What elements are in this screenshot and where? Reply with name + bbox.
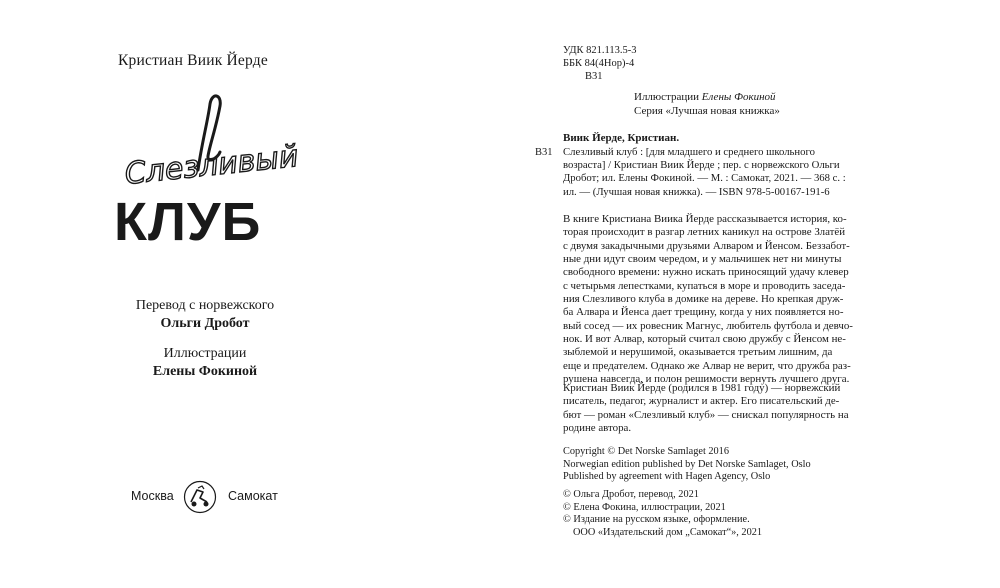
author-code: В31 bbox=[585, 71, 603, 82]
publisher-name: Самокат bbox=[228, 489, 278, 503]
series-name: Серия «Лучшая новая книжка» bbox=[634, 105, 780, 117]
rights-line: © Елена Фокина, иллюстрации, 2021 bbox=[563, 501, 726, 513]
logo-word-main: КЛУБ bbox=[114, 192, 262, 252]
annotation-line: В книге Кристиана Виика Йерде рассказывается история, ко- bbox=[563, 213, 847, 225]
annotation-line: ные дни идут своим чередом, и у мальчишек нет ни минуты bbox=[563, 253, 842, 266]
illustrations-credit-prefix: Иллюстрации bbox=[634, 91, 702, 103]
copyright-line: Published by agreement with Hagen Agency, Oslo bbox=[563, 471, 771, 483]
rights-line: ООО «Издательский дом „Самокат“», 2021 bbox=[573, 526, 763, 538]
annotation-text bbox=[563, 213, 863, 386]
copyright-line: Norwegian edition published by Det Norske Samlaget, Oslo bbox=[563, 458, 811, 470]
annotation-line: рушена навсегда, и полон решимости вернуть лучшего друга. bbox=[563, 373, 850, 386]
rights-block bbox=[563, 489, 863, 539]
rights-line: © Издание на русском языке, оформление. bbox=[563, 514, 750, 526]
illustrations-credit bbox=[634, 91, 776, 104]
translation-label: Перевод с норвежского bbox=[135, 298, 275, 313]
bio-line: писатель, педагог, журналист и актер. Его писательский де- bbox=[563, 395, 840, 408]
bio-line: Кристиан Виик Йерде (родился в 1981 году) — норвежский bbox=[563, 382, 841, 394]
author-name: Кристиан Виик Йерде bbox=[118, 52, 268, 69]
udk-code: УДК 821.113.5-3 bbox=[563, 45, 637, 56]
bibliographic-record bbox=[563, 146, 863, 199]
illustrator-name: Елены Фокиной bbox=[152, 364, 258, 379]
rights-line: © Ольга Дробот, перевод, 2021 bbox=[563, 489, 699, 500]
annotation-line: с двумя закадычными друзьями Алваром и Йенсом. Беззабот- bbox=[563, 239, 850, 252]
annotation-line: зыблемой и нерушимой, оказывается третьим лишним, да bbox=[563, 346, 833, 359]
illustrations-credit-name: Елены Фокиной bbox=[701, 91, 776, 103]
illustrations-label: Иллюстрации bbox=[163, 346, 247, 361]
bio-line: родине автора. bbox=[563, 422, 632, 435]
annotation-line: свободного времени: нужно искать приносящий удачу клевер bbox=[563, 266, 849, 279]
annotation-line: с четырьмя лепестками, купаться в море и проводить заседа- bbox=[563, 279, 846, 292]
bib-line: ил. — (Лучшая новая книжка). — ISBN 978-5-00167-191-6 bbox=[563, 185, 830, 198]
author-bio bbox=[563, 382, 863, 435]
title-page bbox=[0, 0, 400, 588]
annotation-line: ба Алвара и Йенса дает трещину, когда у них появляется но- bbox=[563, 306, 844, 319]
annotation-line: торая происходит в разгар летних каникул на острове Златёй bbox=[563, 226, 846, 239]
publisher-scooter-icon bbox=[183, 480, 217, 514]
bib-line: Дробот; ил. Елены Фокиной. — М. : Самокат, 2021. — 368 с. : bbox=[563, 172, 846, 185]
annotation-line: вый сосед — их ровесник Магнус, любитель футбола и девчо- bbox=[563, 319, 853, 332]
logo-word-top: Слезливый bbox=[123, 138, 300, 192]
book-title-logo bbox=[110, 92, 300, 252]
bib-side-code: В31 bbox=[535, 147, 553, 158]
bib-line: возраста] / Кристиан Виик Йерде ; пер. с норвежского Ольги bbox=[563, 159, 840, 172]
bio-line: бют — роман «Слезливый клуб» — снискал популярность на bbox=[563, 408, 849, 421]
annotation-line: нок. И вот Алвар, который считал свою дружбу с Йенсом не- bbox=[563, 333, 846, 346]
copyright-block bbox=[563, 446, 863, 484]
publisher-city: Москва bbox=[131, 489, 174, 503]
bbk-code: ББК 84(4Нор)-4 bbox=[563, 58, 635, 69]
bib-heading: Виик Йерде, Кристиан. bbox=[563, 132, 680, 144]
annotation-line: еще и предателем. Однако же Алвар не верит, что дружба раз- bbox=[563, 359, 851, 372]
annotation-line: ния Слезливого клуба в домике на дереве. Но крепкая друж- bbox=[563, 293, 844, 306]
copyright-line: Copyright © Det Norske Samlaget 2016 bbox=[563, 446, 729, 457]
bib-line: Слезливый клуб : [для младшего и среднего школьного bbox=[563, 146, 815, 158]
translator-name: Ольги Дробот bbox=[160, 316, 250, 331]
